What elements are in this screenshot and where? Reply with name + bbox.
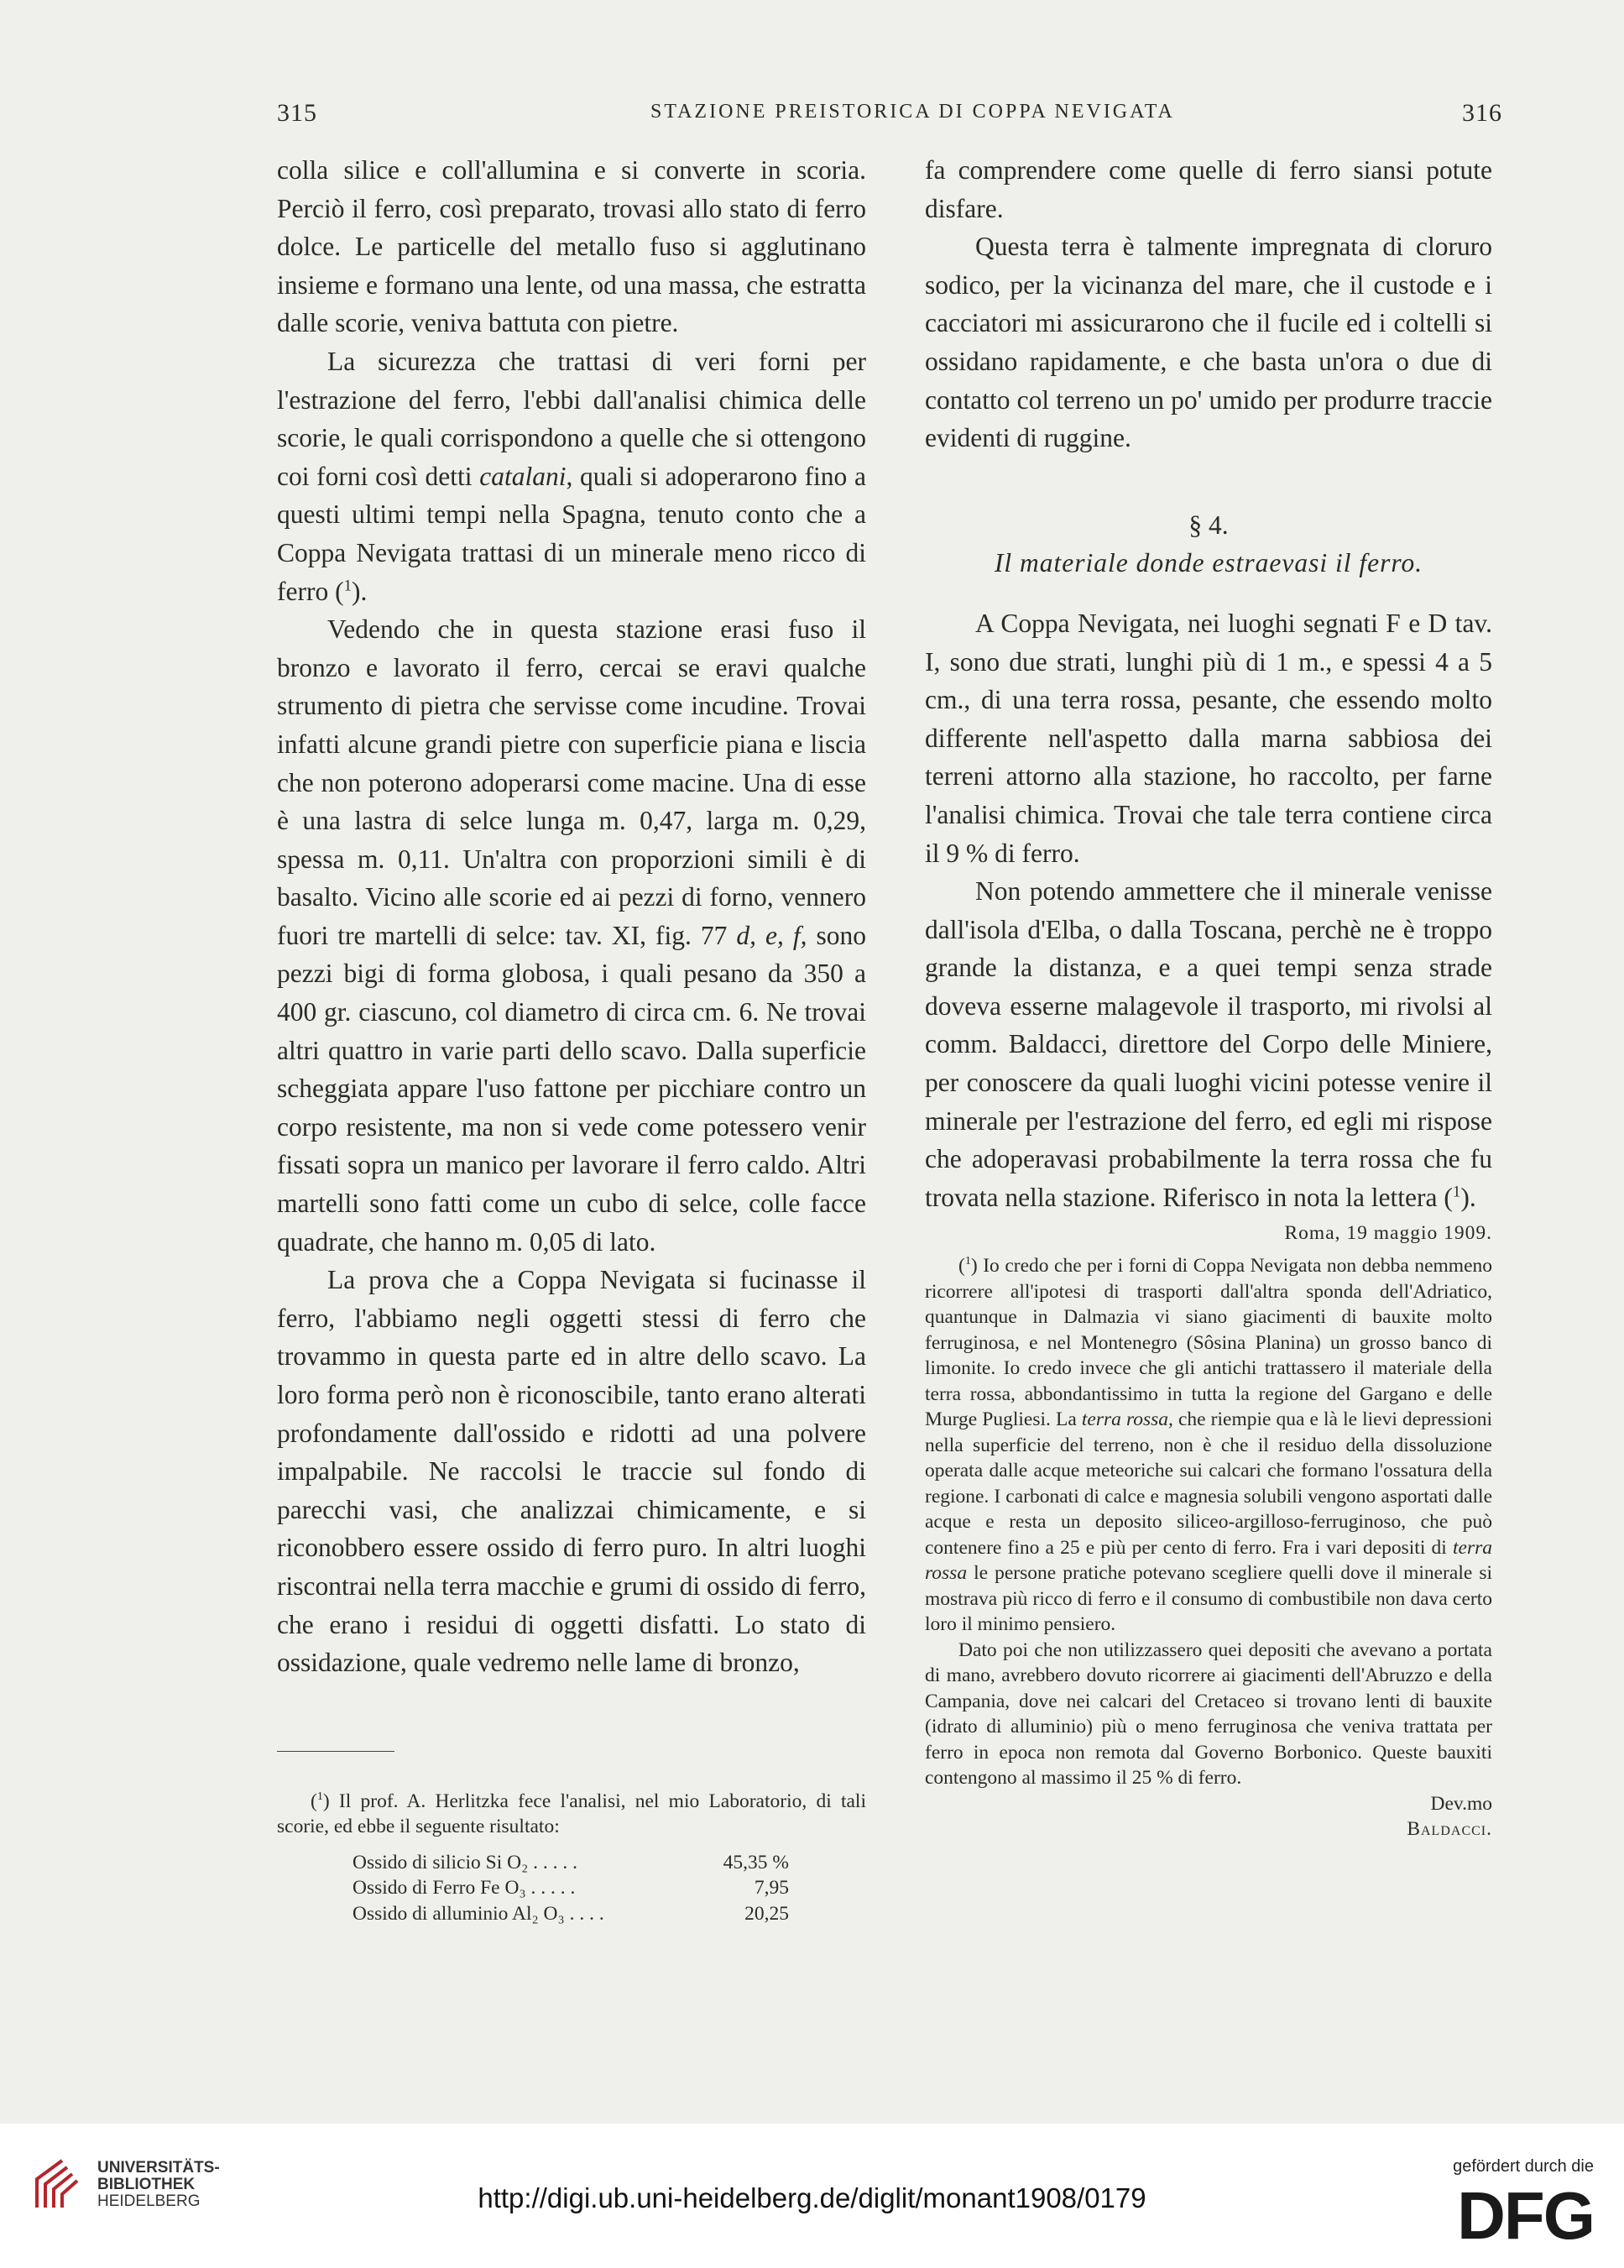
analysis-row: [352, 1875, 789, 1901]
text-run: , quali si adoperarono fino a questi ultimi tempi nella Spagna, tenuto conto che a Coppa Nevigata trattasi di un minerale meno ricco di ferro (: [277, 461, 866, 606]
footnote-marker: 1: [964, 1254, 971, 1268]
analysis-row: [352, 1901, 789, 1927]
footnote-rule: [277, 1751, 394, 1752]
dfg-logo: DFG: [1457, 2178, 1594, 2253]
running-title: STAZIONE PREISTORICA DI COPPA NEVIGATA: [650, 101, 1175, 123]
analysis-label: Ossido di Ferro Fe O₃ . . . . .: [352, 1877, 576, 1900]
signature-salutation: Dev.mo: [1430, 1792, 1492, 1815]
analysis-value: 7,95: [754, 1877, 789, 1900]
italic-term: d, e, f,: [736, 920, 807, 950]
footnote-marker: 1: [1452, 1183, 1461, 1201]
footnote-text: ($^1$) Il prof. A. Herlitzka fece l'analisi, nel mio Laboratorio, di tali scorie, ed ebbe il seguente risultato:: [277, 1789, 866, 1838]
library-name-line: BIBLIOTHEK: [97, 2176, 196, 2193]
paragraph: Questa terra è talmente impregnata di cloruro sodico, per la vicinanza del mare, che il custode e i cacciatori mi assicurarono che il fucile ed i coltelli si ossidano rapidamente, e che basta un'ora o due di contatto col terreno un po' umido per produrre traccie evidenti di ruggine.: [925, 232, 1492, 453]
italic-term: terra rossa: [925, 1536, 1492, 1585]
italic-term: catalani: [479, 461, 567, 491]
right-column: [925, 151, 1492, 1842]
text-run: Io credo che per i forni di Coppa Nevigata non debba nemmeno ricorrere all'ipotesi di trasporti dall'altra sponda dell'Adriatico, quantunque in Dalmazia vi siano giacimenti di bauxite molto ferruginosa, e nel Montenegro (Sôsina Planina) un grosso banco di limonite. Io credo invece che gli antichi trattassero il materiale della terra rossa, abbondantissimo in tutta la regione del Gargano e delle Murge Pugliesi. La: [925, 1255, 1492, 1431]
paragraph: A Coppa Nevigata, nei luoghi segnati F e D tav. I, sono due strati, lunghi più di 1 m., e spessi 4 a 5 cm., di una terra rossa, pesante, che essendo molto differente nell'aspetto dalla marna sabbiosa dei terreni attorno alla stazione, ho raccolto, per farne l'analisi chimica. Trovai che tale terra contiene circa il 9 % di ferro.: [925, 608, 1492, 868]
library-name-line: UNIVERSITÄTS-: [97, 2159, 220, 2177]
paragraph: colla silice e coll'allumina e si converte in scoria. Perciò il ferro, così preparato, trovasi allo stato di ferro dolce. Le particelle del metallo fuso si agglutinano insieme e formano una lente, od una massa, che estratta dalle scorie, veniva battuta con pietre.: [277, 155, 866, 338]
text-run: ).: [352, 576, 368, 606]
paragraph: La prova che a Coppa Nevigata si fucinasse il ferro, l'abbiamo negli oggetti stessi di ferro che trovammo in questa parte ed in altre dello scavo. La loro forma però non è riconoscibile, tanto erano alterati profondamente dall'ossido e ridotti ad una polvere impalpabile. Ne raccolsi le traccie sul fondo di parecchi vasi, che analizzai chimicamente, e si riconobbero essere ossido di ferro puro. In altri luoghi riscontrai nella terra macchie e grumi di ossido di ferro, che erano i residui di oggetti disfatti. Lo stato di ossidazione, quale vedremo nelle lame di bronzo,: [277, 1265, 866, 1678]
analysis-value: 45,35 %: [723, 1851, 789, 1873]
text-run: La sicurezza che trattasi di veri forni per l'estrazione del ferro, l'ebbi dall'analisi chimica delle scorie, le quali corrispondono a quelle che si ottengono coi forni così detti: [277, 346, 866, 491]
text-run: le persone pratiche potevano scegliere quelli dove il minerale si mostrava più ricco di ferro e il consumo di combustibile non dava certo loro il minimo pensiero.: [925, 1562, 1492, 1636]
analysis-row: [352, 1850, 789, 1876]
funding-label: gefördert durch die: [1453, 2157, 1594, 2176]
text-run: Non potendo ammettere che il minerale venisse dall'isola d'Elba, o dalla Toscana, perchè ne è troppo grande la distanza, e a quei tempi senza strade doveva esserne malagevole il trasporto, mi rivolsi al comm. Baldacci, direttore del Corpo delle Miniere, per conoscere da quali luoghi vicini potesse venire il minerale per l'estrazione del ferro, ed egli mi rispose che adoperavasi probabilmente la terra rossa che fu trovata nella stazione. Riferisco in nota la lettera (: [925, 876, 1492, 1212]
analysis-label: Ossido di alluminio Al₂ O₃ . . . .: [352, 1902, 604, 1925]
section-number: § 4.: [1188, 510, 1229, 540]
signature: [925, 1791, 1492, 1842]
paragraph: [925, 872, 1492, 1216]
dateline: Roma, 19 maggio 1909.: [1284, 1222, 1492, 1245]
footnote: [277, 1789, 866, 1840]
text-run: Il prof. A. Herlitzka fece l'analisi, nel mio Laboratorio, di tali scorie, ed ebbe il seguente risultato:: [277, 1790, 866, 1838]
paragraph: fa comprendere come quelle di ferro siansi potute disfare.: [925, 155, 1492, 223]
italic-term: terra rossa,: [1081, 1408, 1173, 1431]
text-run: che riempie qua e là le lievi depressioni nella superficie del terreno, non è che il residuo della dissoluzione operata dalle acque meteoriche sui calcari che formano l'ossatura della regione. I carbonati di calce e magnesia solubili vengono asportati dalle acque e resta un deposito siliceo-argilloso-ferruginoso, che può contenere fino a 25 e più per cento di ferro. Fra i vari depositi di: [925, 1408, 1492, 1559]
analysis-label: Ossido di silicio Si O₂ . . . . .: [352, 1851, 578, 1873]
footnote-marker: 1: [316, 1789, 323, 1803]
footnote-text: Dato poi che non utilizzassero quei depositi che avevano a portata di mano, avrebbero dovuto ricorrere ai giacimenti dell'Abruzzo e della Campania, dove nei calcari del Cretaceo si trovano lenti di bauxite (idrato di alluminio) più o meno ferruginosa che veniva trattata per ferro in epoca non remota dal Governo Borbonico. Queste bauxiti contengono al massimo il 25 % di ferro.: [925, 1638, 1492, 1790]
left-column: [277, 151, 866, 1926]
signature-name: Baldacci.: [1407, 1817, 1492, 1840]
section-title: Il materiale donde estraevasi il ferro.: [994, 548, 1423, 578]
text-run: ).: [1460, 1182, 1476, 1212]
analysis-value: 20,25: [744, 1902, 789, 1925]
footnote-text: ($^1$) Io credo che per i forni di Coppa Nevigata non debba nemmeno ricorrere all'ipotesi di trasporti dall'altra sponda dell'Adriatico, quantunque in Dalmazia vi siano giacimenti di bauxite molto ferruginosa, e nel Montenegro (Sôsina Planina) un grosso banco di limonite. Io credo invece che gli antichi trattassero il materiale della terra rossa, abbondantissimo in tutta la regione del Gargano e delle Murge Pugliesi. La terra rossa, che riempie qua e là le lievi depressioni nella superficie del terreno, non è che il residuo della dissoluzione operata dalle acque meteoriche sui calcari che formano l'ossatura della regione. I carbonati di calce e magnesia solubili vengono asportati dalle acque e resta un deposito siliceo-argilloso-ferruginoso, che può contenere fino a 25 e più per cento di ferro. Fra i vari depositi di terra rossa le persone pratiche potevano scegliere quelli dove il minerale si mostrava più ricco di ferro e il consumo di combustibile non dava certo loro il minimo pensiero.: [925, 1254, 1492, 1636]
paragraph: [277, 342, 866, 610]
text-run: Vedendo che in questa stazione erasi fuso il bronzo e lavorato il ferro, cercai se eravi qualche strumento di pietra che servisse come incudine. Trovai infatti alcune grandi pietre con superficie piana e liscia che non poterono adoperarsi come macine. Una di esse è una lastra di selce lunga m. 0,47, larga m. 0,29, spessa m. 0,11. Un'altra con proporzioni simili è di basalto. Vicino alle scorie ed ai pezzi di forno, vennero fuori tre martelli di selce: tav. XI, fig. 77: [277, 614, 866, 950]
page-number-right: 316: [1462, 99, 1502, 127]
text-run: sono pezzi bigi di forma globosa, i quali pesano da 350 a 400 gr. ciascuno, col diametro di circa cm. 6. Ne trovai altri quattro in varie parti dello scavo. Dalla superficie scheggiata appare l'uso fattone per picchiare contro un corpo resistente, ma non si vede come potessero venir fissati sopra un manico per lavorare il ferro caldo. Altri martelli sono fatti come un cubo di selce, colle facce quadrate, che hanno m. 0,05 di lato.: [277, 920, 867, 1257]
paragraph: [277, 610, 866, 1261]
library-name-line: HEIDELBERG: [97, 2192, 201, 2210]
footnote: [925, 1253, 1492, 1791]
page-header: [0, 0, 1624, 126]
page-number-left: 315: [277, 99, 317, 127]
analysis-table: [352, 1850, 789, 1927]
permalink-url[interactable]: http://digi.ub.uni-heidelberg.de/diglit/monant1908/0179: [478, 2182, 1146, 2213]
footnote-marker: 1: [343, 577, 352, 595]
